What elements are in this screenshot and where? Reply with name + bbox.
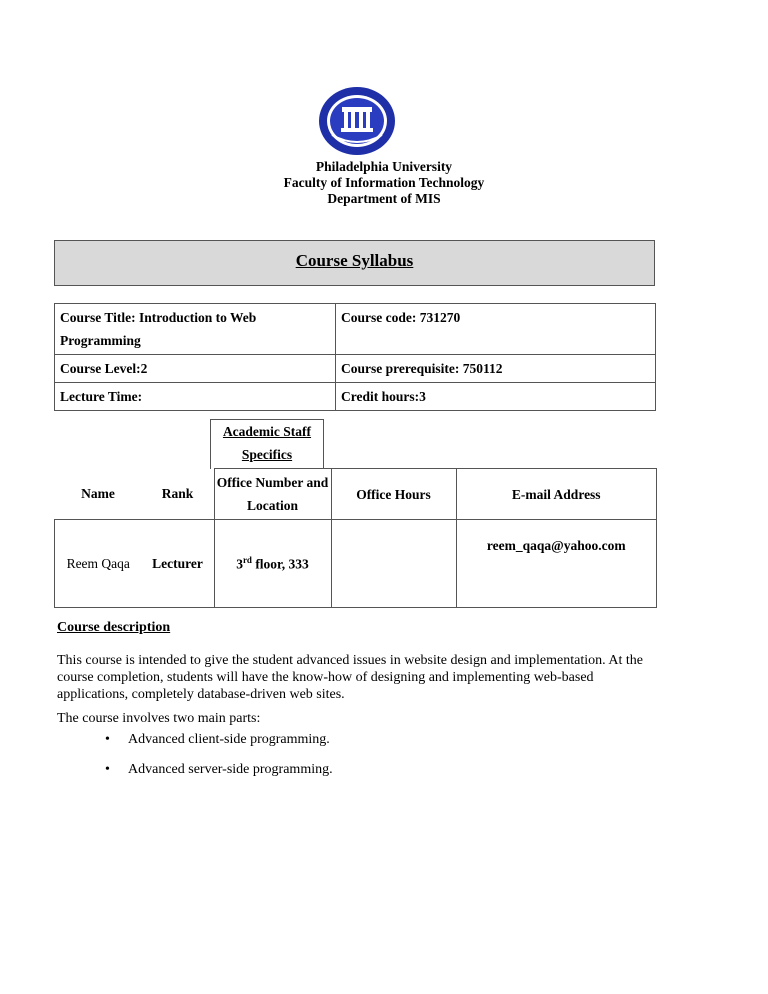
staff-heading: Academic Staff Specifics [210,419,324,469]
list-item: • Advanced client-side programming. [57,725,333,755]
column-office-hours-header: Office Hours [331,469,456,520]
staff-rank-cell: Lecturer [142,520,215,608]
lecture-time-cell: Lecture Time: [55,383,336,411]
column-rank-header: Rank [161,486,194,502]
staff-office-cell: 3rd floor, 333 [214,520,331,608]
faculty-name: Faculty of Information Technology [283,175,485,190]
list-item: • Advanced server-side programming. [57,755,333,785]
staff-table [54,468,657,608]
course-level-cell: Course Level:2 [55,355,336,383]
course-description-title: Course description [57,620,171,635]
university-name: Philadelphia University [315,159,453,174]
course-title-cell: Course Title: Introduction to Web Programming [55,304,336,355]
staff-email-cell: reem_qaqa@yahoo.com [456,520,657,608]
department-name: Department of MIS [327,191,441,206]
course-code-cell: Course code: 731270 [336,304,656,355]
staff-office-hours-cell [331,520,456,608]
course-parts-list [57,725,333,785]
course-parts-intro: The course involves two main parts: [57,711,261,726]
institution-header [0,159,768,207]
course-description-paragraph: This course is intended to give the student advanced issues in website design and implementation. At the course completion, students will have the know-how of designing and implementing web-based applications, completely database-driven web sites. [57,653,643,702]
column-email-header: E-mail Address [456,469,657,520]
staff-name-cell: Reem Qaqa [55,520,142,608]
syllabus-title: Course Syllabus [54,240,655,286]
university-logo [312,85,402,157]
table-row [55,520,657,608]
column-office-header: Office Number and Location [214,469,331,520]
column-name-header: Name [81,486,115,502]
course-prerequisite-cell: Course prerequisite: 750112 [336,355,656,383]
credit-hours-cell: Credit hours:3 [336,383,656,411]
course-info-table [54,303,656,411]
